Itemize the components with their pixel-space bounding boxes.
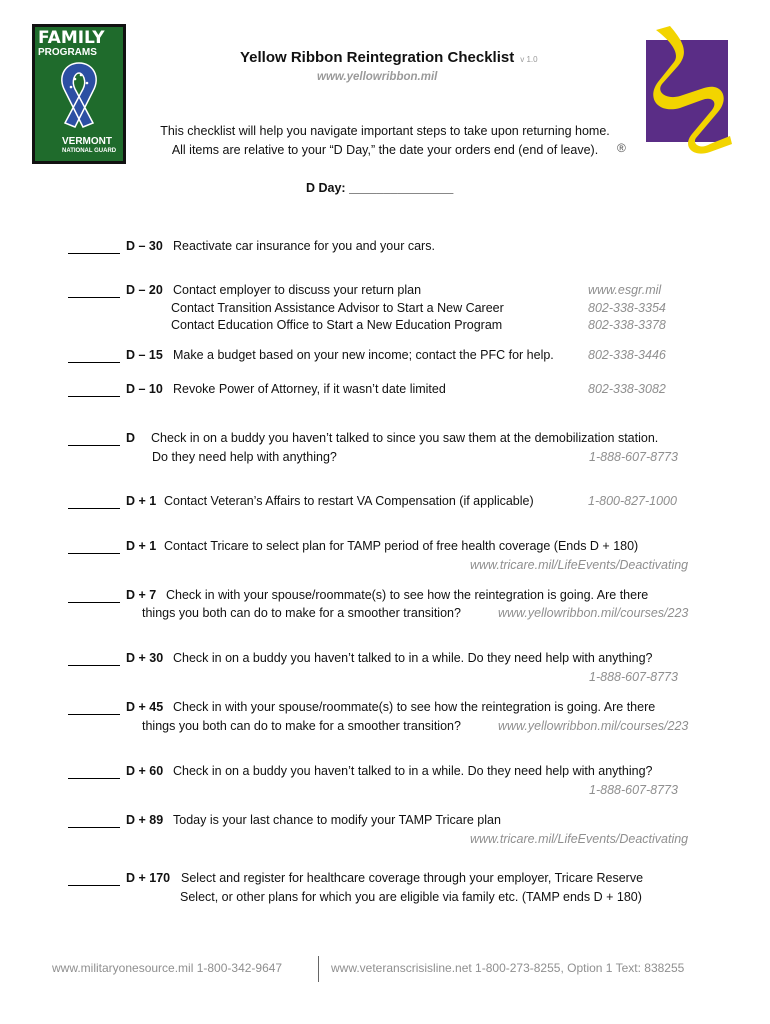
item-text-line2: things you both can do to make for a smoother transition? [142, 606, 461, 620]
item-reference[interactable]: 1-888-607-8773 [589, 670, 678, 684]
checkbox-blank[interactable] [68, 253, 120, 254]
item-reference-3[interactable]: 802-338-3378 [588, 318, 666, 332]
item-text-line2: Select, or other plans for which you are eligible via family etc. (TAMP ends D + 180) [180, 890, 642, 904]
item-code: D + 60 [126, 764, 164, 778]
item-reference[interactable]: 1-888-607-8773 [589, 450, 678, 464]
item-reference[interactable]: 1-888-607-8773 [589, 783, 678, 797]
item-text-line2: things you both can do to make for a smoother transition? [142, 719, 461, 733]
item-text-line2: Do they need help with anything? [152, 450, 337, 464]
title-text: Yellow Ribbon Reintegration Checklist [240, 49, 515, 66]
item-reference-2[interactable]: 802-338-3354 [588, 301, 666, 315]
item-text: Check in on a buddy you haven’t talked to in a while. Do they need help with anything? [173, 764, 653, 778]
registered-mark: ® [617, 141, 626, 155]
d-day-field[interactable]: D Day: _______________ [306, 181, 454, 195]
item-reference[interactable]: www.esgr.mil [588, 283, 662, 297]
item-code: D + 30 [126, 651, 164, 665]
item-reference[interactable]: www.yellowribbon.mil/courses/223 [498, 606, 689, 620]
family-programs-logo [32, 24, 126, 164]
item-code: D + 1 [126, 539, 157, 553]
item-code: D + 89 [126, 813, 164, 827]
checkbox-blank[interactable] [68, 362, 120, 363]
item-text: Check in with your spouse/roommate(s) to see how the reintegration is going. Are there [173, 700, 656, 714]
logo-line-national-guard: NATIONAL GUARD [62, 148, 117, 154]
item-reference[interactable]: 1-800-827-1000 [588, 494, 677, 508]
checkbox-blank[interactable] [68, 714, 120, 715]
logo-line-programs: PROGRAMS [38, 47, 97, 58]
item-reference[interactable]: 802-338-3082 [588, 382, 666, 396]
page-title [240, 49, 538, 66]
item-reference[interactable]: www.tricare.mil/LifeEvents/Deactivating [470, 832, 689, 846]
item-text: Reactivate car insurance for you and your cars. [173, 239, 435, 253]
yellow-ribbon-icon [644, 26, 734, 154]
checkbox-blank[interactable] [68, 508, 120, 509]
item-reference[interactable]: 802-338-3446 [588, 348, 666, 362]
item-text: Check in on a buddy you haven’t talked to in a while. Do they need help with anything? [173, 651, 653, 665]
item-text: Contact Tricare to select plan for TAMP period of free health coverage (Ends D + 180) [164, 539, 639, 553]
item-code: D – 10 [126, 382, 163, 396]
header-url[interactable]: www.yellowribbon.mil [317, 71, 438, 83]
intro-line-1: This checklist will help you navigate important steps to take upon returning home. [160, 124, 610, 138]
checkbox-blank[interactable] [68, 778, 120, 779]
footer-divider [318, 956, 319, 982]
checkbox-blank[interactable] [68, 827, 120, 828]
checkbox-blank[interactable] [68, 396, 120, 397]
footer-military-onesource[interactable]: www.militaryonesource.mil 1-800-342-9647 [52, 961, 283, 975]
item-reference[interactable]: www.yellowribbon.mil/courses/223 [498, 719, 689, 733]
footer-veterans-crisis-line[interactable]: www.veteranscrisisline.net 1-800-273-8255, Option 1 Text: 838255 [331, 961, 685, 975]
item-text-line3: Contact Education Office to Start a New Education Program [171, 318, 503, 332]
item-text: Check in on a buddy you haven’t talked to since you saw them at the demobilization station. [151, 431, 659, 445]
yellow-ribbon-logo [644, 26, 734, 154]
checkbox-blank[interactable] [68, 602, 120, 603]
item-reference[interactable]: www.tricare.mil/LifeEvents/Deactivating [470, 558, 689, 572]
item-text: Revoke Power of Attorney, if it wasn’t date limited [173, 382, 446, 396]
checkbox-blank[interactable] [68, 665, 120, 666]
item-code: D + 170 [126, 871, 171, 885]
checkbox-blank[interactable] [68, 297, 120, 298]
logo-line-family: FAMILY [38, 28, 105, 48]
version-label: v 1.0 [520, 55, 538, 64]
logo-line-vermont: VERMONT [62, 136, 112, 147]
checkbox-blank[interactable] [68, 885, 120, 886]
item-text: Contact employer to discuss your return plan [173, 283, 422, 297]
item-code: D + 7 [126, 588, 157, 602]
item-text-line2: Contact Transition Assistance Advisor to Start a New Career [171, 301, 504, 315]
item-code: D – 20 [126, 283, 163, 297]
checkbox-blank[interactable] [68, 445, 120, 446]
item-code: D [126, 431, 136, 445]
item-text: Contact Veteran’s Affairs to restart VA Compensation (if applicable) [164, 494, 534, 508]
item-text: Check in with your spouse/roommate(s) to see how the reintegration is going. Are there [166, 588, 649, 602]
item-code: D – 30 [126, 239, 163, 253]
item-text: Today is your last chance to modify your TAMP Tricare plan [173, 813, 501, 827]
item-text: Make a budget based on your new income; contact the PFC for help. [173, 348, 554, 362]
item-code: D – 15 [126, 348, 163, 362]
intro-line-2: All items are relative to your “D Day,” the date your orders end (end of leave). [171, 143, 599, 157]
item-text: Select and register for healthcare coverage through your employer, Tricare Reserve [181, 871, 644, 885]
item-code: D + 1 [126, 494, 157, 508]
item-code: D + 45 [126, 700, 164, 714]
checkbox-blank[interactable] [68, 553, 120, 554]
